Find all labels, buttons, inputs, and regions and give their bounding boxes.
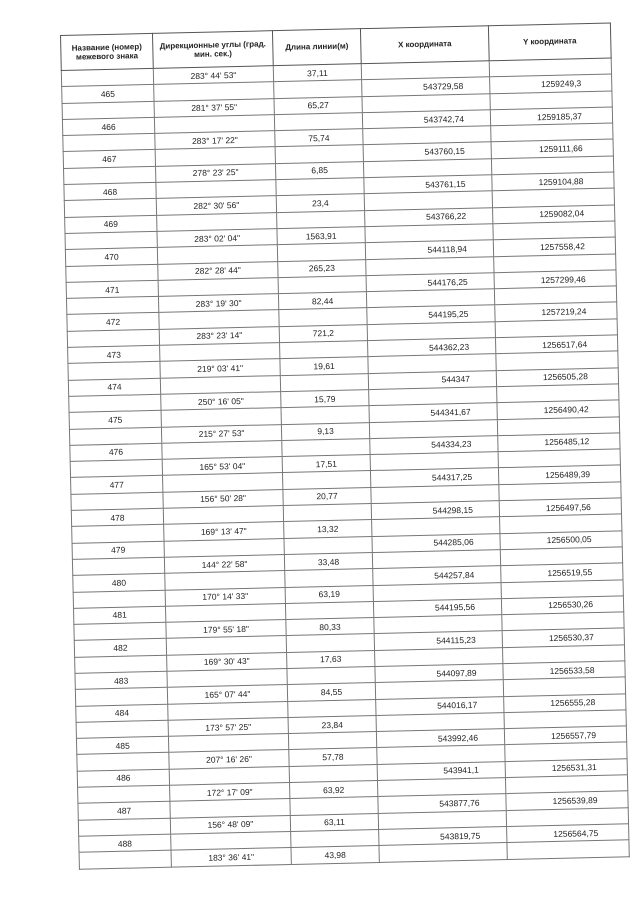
- empty-cell: [274, 113, 362, 131]
- empty-cell: [280, 341, 368, 359]
- x-coordinate: 543760,15: [363, 142, 491, 161]
- direction-angle: 165° 53' 04": [162, 457, 282, 476]
- boundary-mark-number: 472: [67, 313, 159, 331]
- direction-angle: 169° 30' 43": [167, 652, 287, 671]
- y-coordinate: 1256497,56: [499, 498, 621, 517]
- empty-cell: [286, 634, 374, 652]
- x-coordinate: 544285,06: [372, 533, 500, 552]
- y-coordinate: 1256555,28: [504, 693, 626, 712]
- empty-cell: [282, 471, 370, 489]
- boundary-mark-number: 481: [74, 606, 166, 624]
- line-length: 65,27: [274, 96, 362, 114]
- x-coordinate: 544097,89: [375, 664, 503, 683]
- y-coordinate: 1256531,31: [505, 759, 627, 778]
- coordinates-table: [60, 22, 630, 869]
- y-coordinate: 1259104,88: [492, 172, 614, 191]
- empty-cell: [283, 504, 371, 522]
- boundary-mark-number: 471: [66, 280, 158, 298]
- x-coordinate: 544341,67: [369, 403, 497, 422]
- y-coordinate: 1256519,55: [501, 563, 623, 582]
- x-coordinate: 544118,94: [365, 240, 493, 259]
- line-length: 82,44: [278, 292, 366, 310]
- x-coordinate: 544317,25: [370, 468, 498, 487]
- direction-angle: 219° 03' 41": [160, 359, 280, 378]
- x-coordinate: 543766,22: [365, 207, 493, 226]
- empty-cell: [275, 145, 363, 163]
- boundary-mark-number: 482: [74, 639, 166, 657]
- x-coordinate: 543992,46: [376, 729, 504, 748]
- x-coordinate: 544334,23: [370, 436, 498, 455]
- line-length: 33,48: [284, 552, 372, 570]
- x-coordinate: 543877,76: [378, 794, 506, 813]
- y-coordinate: 1256485,12: [498, 433, 620, 452]
- x-coordinate: 543761,15: [364, 175, 492, 194]
- direction-angle: 179° 55' 18": [166, 620, 286, 639]
- y-coordinate: 1256557,79: [504, 726, 626, 745]
- empty-cell: [288, 699, 376, 717]
- direction-angle: 144° 22' 58": [164, 554, 284, 573]
- boundary-mark-number: 477: [71, 476, 163, 494]
- boundary-mark-number: 466: [62, 117, 154, 135]
- empty-cell: [280, 373, 368, 391]
- line-length: 57,78: [289, 748, 377, 766]
- line-length: 84,55: [287, 683, 375, 701]
- line-length: 17,63: [287, 650, 375, 668]
- x-coordinate: 543819,75: [379, 827, 507, 846]
- y-coordinate: 1256530,26: [501, 596, 623, 615]
- empty-cell: [507, 840, 629, 859]
- empty-cell: [285, 601, 373, 619]
- boundary-mark-number: 486: [77, 769, 169, 787]
- y-coordinate: 1259249,3: [490, 74, 612, 93]
- direction-angle: 170° 14' 33": [165, 587, 285, 606]
- boundary-mark-number: 483: [75, 671, 167, 689]
- boundary-mark-number: 488: [79, 834, 171, 852]
- direction-angle: 207° 16' 26": [169, 750, 289, 769]
- line-length: 17,51: [282, 455, 370, 473]
- document-page: [60, 22, 640, 895]
- header-length: Длина линии(м): [272, 29, 361, 66]
- boundary-mark-number: 484: [76, 704, 168, 722]
- boundary-mark-number: 478: [71, 508, 163, 526]
- empty-cell: [379, 843, 507, 862]
- line-length: 721,2: [279, 324, 367, 342]
- direction-angle: 172° 17' 09": [170, 783, 290, 802]
- y-coordinate: 1256564,75: [507, 824, 629, 843]
- y-coordinate: 1259185,37: [490, 107, 612, 126]
- y-coordinate: 1257299,46: [494, 270, 616, 289]
- y-coordinate: 1256533,58: [503, 661, 625, 680]
- x-coordinate: 544016,17: [376, 696, 504, 715]
- x-coordinate: 544362,23: [368, 338, 496, 357]
- line-length: 37,11: [273, 64, 361, 82]
- empty-cell: [290, 797, 378, 815]
- empty-cell: [278, 275, 366, 293]
- direction-angle: 283° 17' 22": [155, 131, 275, 150]
- line-length: 80,33: [286, 618, 374, 636]
- direction-angle: 183° 36' 41": [171, 848, 291, 867]
- direction-angle: 283° 44' 53": [153, 66, 273, 85]
- x-coordinate: 544195,56: [373, 598, 501, 617]
- x-coordinate: 543729,58: [362, 77, 490, 96]
- x-coordinate: 544195,25: [367, 305, 495, 324]
- line-length: 63,11: [290, 813, 378, 831]
- direction-angle: 169° 13' 47": [164, 522, 284, 541]
- line-length: 63,19: [285, 585, 373, 603]
- direction-angle: 281° 37' 55": [154, 98, 274, 117]
- x-coordinate: 543941,1: [377, 761, 505, 780]
- y-coordinate: 1256517,64: [495, 335, 617, 354]
- direction-angle: 215° 27' 53": [161, 424, 281, 443]
- line-length: 20,77: [283, 487, 371, 505]
- boundary-mark-number: 465: [62, 85, 154, 103]
- x-coordinate: 544347: [368, 370, 496, 389]
- direction-angle: 278° 23' 25": [155, 163, 275, 182]
- line-length: 63,92: [290, 781, 378, 799]
- line-length: 6,85: [275, 161, 363, 179]
- line-length: 43,98: [291, 846, 379, 864]
- boundary-mark-number: 476: [70, 443, 162, 461]
- boundary-mark-number: 479: [72, 541, 164, 559]
- x-coordinate: 544257,84: [373, 566, 501, 585]
- line-length: 265,23: [278, 259, 366, 277]
- line-length: 1563,91: [277, 227, 365, 245]
- empty-cell: [79, 850, 171, 868]
- direction-angle: 283° 23' 14": [159, 326, 279, 345]
- empty-cell: [277, 243, 365, 261]
- empty-cell: [284, 536, 372, 554]
- empty-cell: [277, 210, 365, 228]
- boundary-mark-number: 487: [78, 802, 170, 820]
- y-coordinate: 1259082,04: [493, 205, 615, 224]
- direction-angle: 283° 19' 30": [158, 294, 278, 313]
- y-coordinate: 1259111,66: [491, 139, 613, 158]
- direction-angle: 282° 30' 56": [156, 196, 276, 215]
- direction-angle: 173° 57' 25": [168, 717, 288, 736]
- header-x: X координата: [360, 26, 489, 64]
- y-coordinate: 1256539,89: [506, 791, 628, 810]
- direction-angle: 282° 28' 44": [158, 261, 278, 280]
- x-coordinate: 543742,74: [362, 110, 490, 129]
- line-length: 75,74: [275, 129, 363, 147]
- empty-cell: [282, 438, 370, 456]
- empty-cell: [291, 829, 379, 847]
- boundary-mark-number: 467: [63, 150, 155, 168]
- empty-cell: [279, 308, 367, 326]
- boundary-mark-number: 469: [65, 215, 157, 233]
- header-y: Y координата: [488, 23, 611, 61]
- y-coordinate: 1257558,42: [493, 237, 615, 256]
- boundary-mark-number: 468: [64, 182, 156, 200]
- empty-cell: [274, 80, 362, 98]
- direction-angle: 283° 02' 04": [157, 229, 277, 248]
- direction-angle: 156° 50' 28": [163, 489, 283, 508]
- y-coordinate: 1256500,05: [500, 530, 622, 549]
- y-coordinate: 1257219,24: [495, 302, 617, 321]
- line-length: 13,32: [284, 520, 372, 538]
- header-name: Название (номер) межевого знака: [61, 33, 154, 70]
- boundary-mark-number: 470: [65, 248, 157, 266]
- empty-cell: [281, 406, 369, 424]
- empty-cell: [288, 732, 376, 750]
- direction-angle: 250° 16' 05": [161, 392, 281, 411]
- empty-cell: [285, 569, 373, 587]
- y-coordinate: 1256490,42: [497, 400, 619, 419]
- boundary-mark-number: 480: [73, 573, 165, 591]
- x-coordinate: 544298,15: [371, 501, 499, 520]
- boundary-mark-number: 473: [68, 345, 160, 363]
- line-length: 23,84: [288, 715, 376, 733]
- boundary-mark-number: 485: [76, 736, 168, 754]
- y-coordinate: 1256489,39: [498, 465, 620, 484]
- empty-cell: [289, 764, 377, 782]
- empty-cell: [287, 667, 375, 685]
- direction-angle: 165° 07' 44": [167, 685, 287, 704]
- line-length: 23,4: [276, 194, 364, 212]
- x-coordinate: 544176,25: [366, 273, 494, 292]
- direction-angle: 156° 48' 09": [170, 815, 290, 834]
- line-length: 9,13: [281, 422, 369, 440]
- line-length: 19,61: [280, 357, 368, 375]
- y-coordinate: 1256505,28: [496, 368, 618, 387]
- header-angle: Дирекционные углы (град. мин. сек.): [152, 31, 273, 69]
- boundary-mark-number: 474: [68, 378, 160, 396]
- line-length: 15,79: [281, 390, 369, 408]
- y-coordinate: 1256530,37: [502, 628, 624, 647]
- x-coordinate: 544115,23: [374, 631, 502, 650]
- empty-cell: [276, 178, 364, 196]
- boundary-mark-number: 475: [69, 411, 161, 429]
